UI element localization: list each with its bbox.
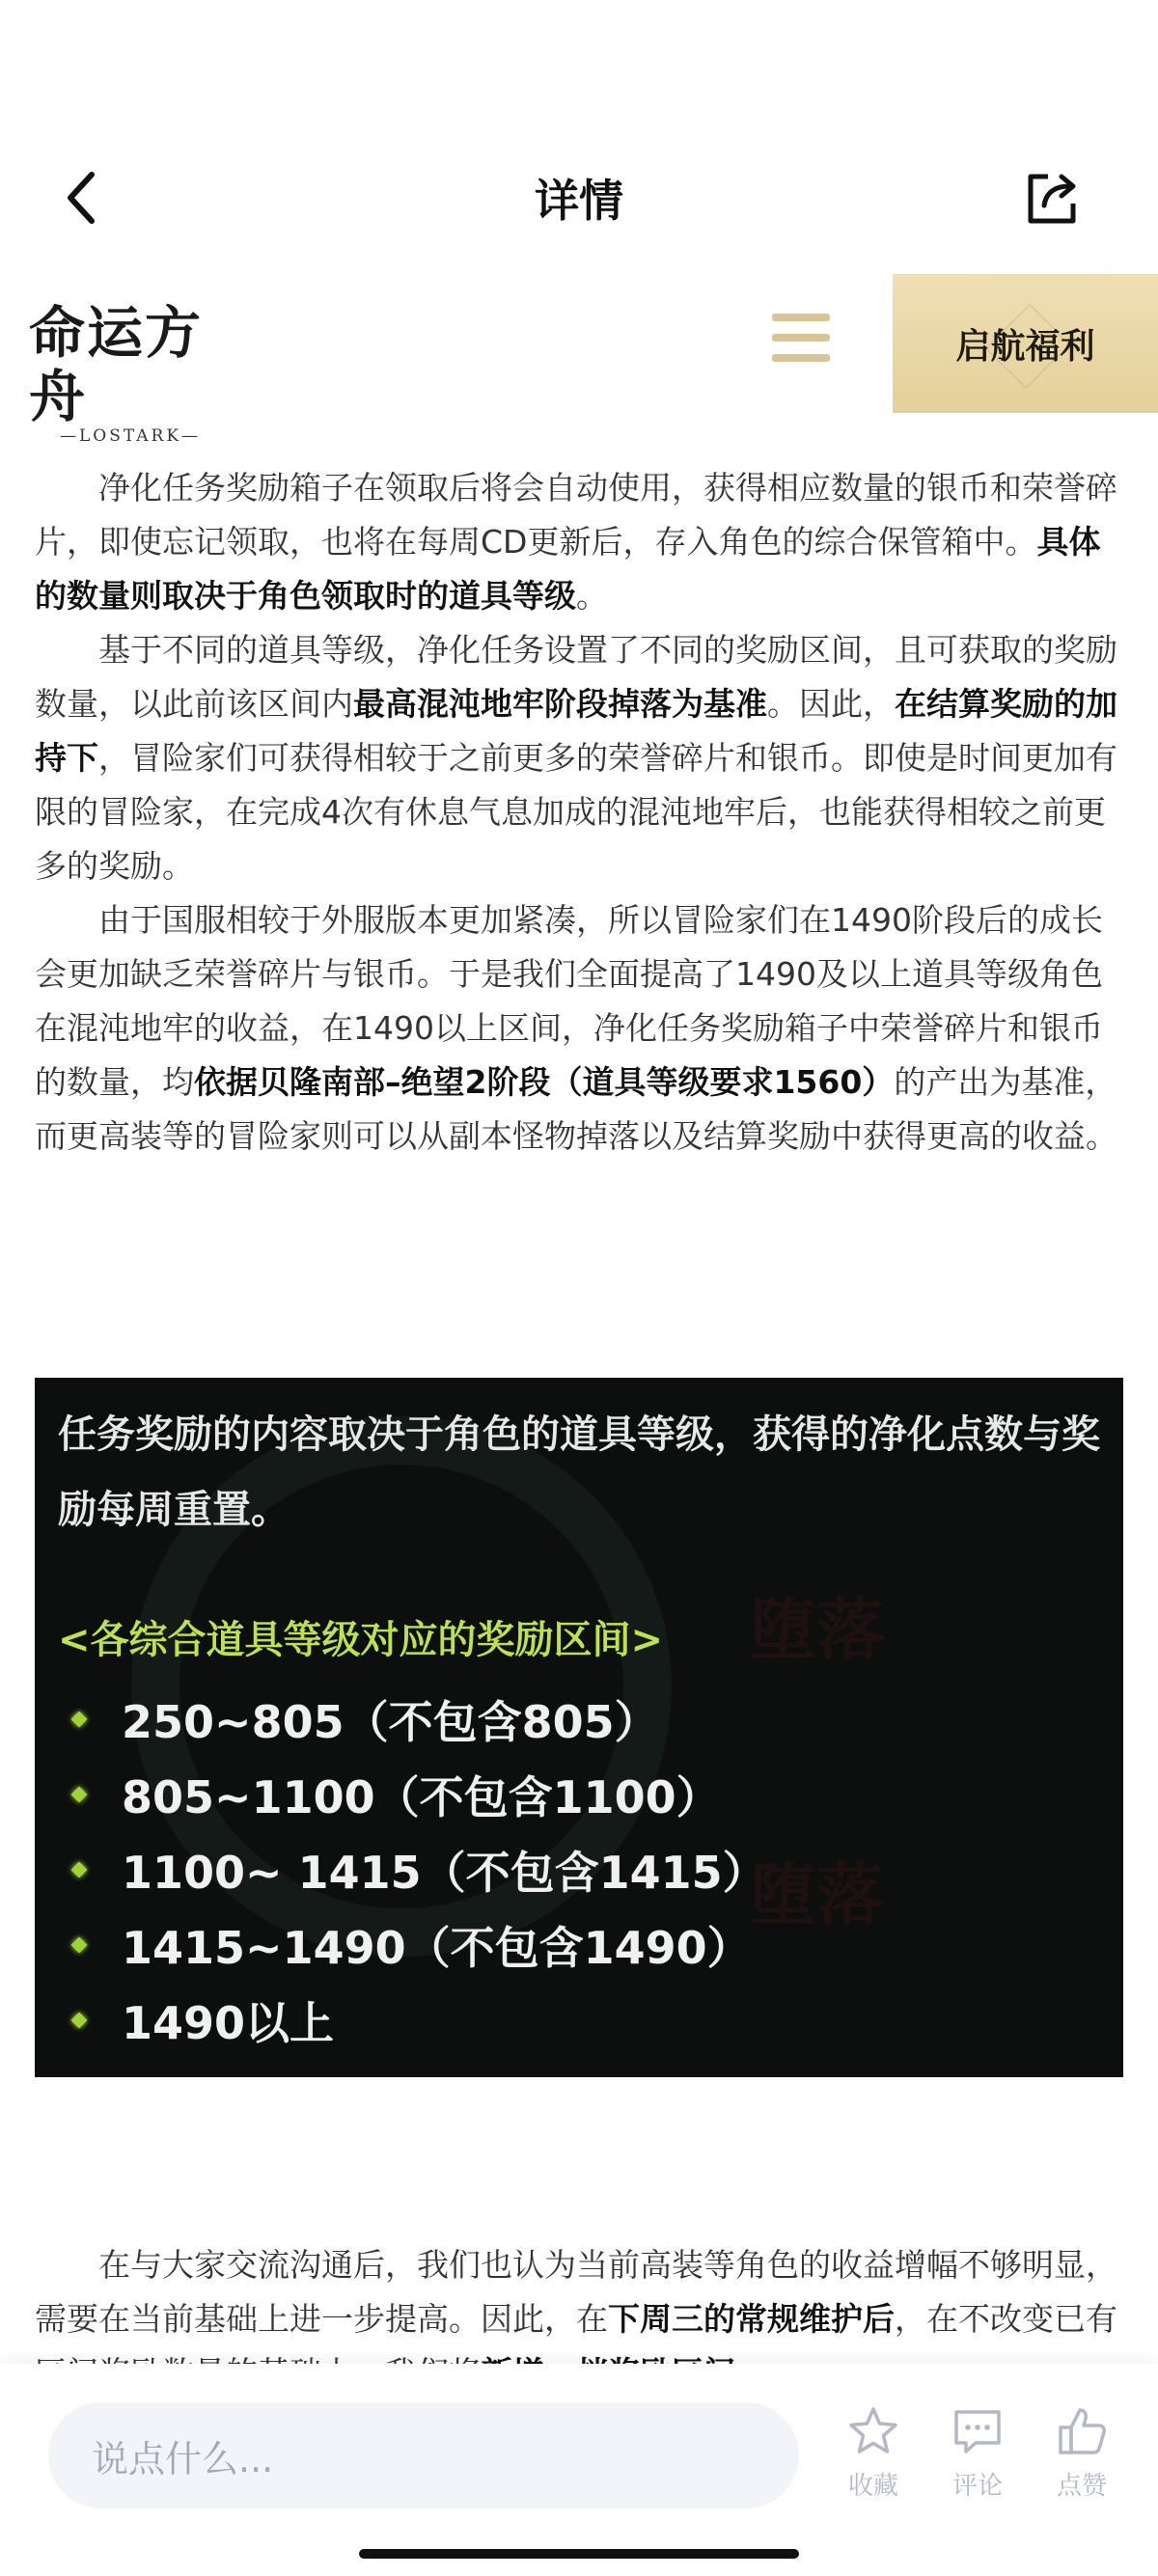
article-paragraph-3: 由于国服相较于外服版本更加紧凑，所以冒险家们在1490阶段后的成长会更加缺乏荣誉碎片与银币。于是我们全面提高了1490及以上道具等级角色在混沌地牢的收益，在1490以上区间，净化任务奖励箱子中荣誉碎片和银币的数量，均依据贝隆南部–绝望2阶段（道具等级要求1560）的产出为基准，而更高装等的冒险家则可以从副本怪物掉落以及结算奖励中获得更高的收益。 <box>35 901 1117 1155</box>
comment-icon <box>951 2404 1005 2458</box>
welfare-button[interactable] <box>893 274 1158 413</box>
top-navigation-bar <box>0 145 1158 251</box>
list-item: 1415~1490（不包含1490） <box>58 1907 767 1983</box>
background-text: 堕落 <box>749 1855 884 1934</box>
favorite-button[interactable] <box>830 2404 917 2502</box>
thumbs-up-icon <box>1055 2404 1109 2458</box>
lostark-logo[interactable] <box>29 300 232 446</box>
diamond-bullet-icon <box>71 1862 88 1878</box>
diamond-bullet-icon <box>71 1712 88 1728</box>
background-text: 堕落 <box>749 1590 884 1669</box>
welfare-label: 启航福利 <box>955 326 1095 367</box>
list-item: 1100~ 1415（不包含1415） <box>58 1832 767 1907</box>
logo-english-text: —LOSTARK— <box>59 426 202 446</box>
article-continuation <box>35 2238 1125 2364</box>
article-body <box>35 461 1125 1164</box>
comment-label: 评论 <box>951 2472 1003 2501</box>
logo-chinese-text: 命运方舟 <box>29 300 204 429</box>
share-icon <box>1021 167 1083 229</box>
comment-input[interactable] <box>48 2402 799 2508</box>
hamburger-menu-icon[interactable] <box>772 314 840 371</box>
page-title: 详情 <box>535 175 623 227</box>
article-paragraph-2: 基于不同的道具等级，净化任务设置了不同的奖励区间，且可获取的奖励数量，以此前该区间内最高混沌地牢阶段掉落为基准。因此，在结算奖励的加持下，冒险家们可获得相较于之前更多的荣誉碎片和银币。即使是时间更加有限的冒险家，在完成4次有休息气息加成的混沌地牢后，也能获得相较之前更多的奖励。 <box>35 631 1117 885</box>
diamond-bullet-icon <box>71 2013 88 2029</box>
comment-button[interactable] <box>934 2404 1021 2502</box>
like-button[interactable] <box>1038 2404 1125 2502</box>
list-item: 805~1100（不包含1100） <box>58 1757 767 1832</box>
favorite-label: 收藏 <box>847 2472 898 2501</box>
article-paragraph-1: 净化任务奖励箱子在领取后将会自动使用，获得相应数量的银币和荣誉碎片，即使忘记领取，也将在每周CD更新后，存入角色的综合保管箱中。具体的数量则取决于角色领取时的道具等级。 <box>35 469 1117 615</box>
home-indicator[interactable] <box>359 2549 799 2559</box>
like-label: 点赞 <box>1056 2472 1107 2501</box>
star-icon <box>846 2404 900 2458</box>
share-button[interactable] <box>1018 164 1086 232</box>
info-intro-text: 任务奖励的内容取决于角色的道具等级，获得的净化点数与奖励每周重置。 <box>58 1412 1100 1532</box>
list-item: 250~805（不包含805） <box>58 1682 767 1757</box>
diamond-bullet-icon <box>71 1937 88 1954</box>
comment-placeholder: 说点什么... <box>92 2437 274 2480</box>
bottom-action-bar <box>0 2364 1158 2576</box>
reward-range-image <box>35 1378 1123 2077</box>
info-heading: <各综合道具等级对应的奖励区间> <box>58 1618 664 1662</box>
diamond-bullet-icon <box>71 1787 88 1803</box>
article-paragraph-4: 在与大家交流沟通后，我们也认为当前高装等角色的收益增幅不够明显，需要在当前基础上进一步提高。因此，在下周三的常规维护后，在不改变已有 <box>35 2246 1117 2338</box>
reward-range-list <box>58 1682 767 2058</box>
list-item: 1490以上 <box>58 1983 767 2058</box>
game-banner <box>0 270 1158 446</box>
